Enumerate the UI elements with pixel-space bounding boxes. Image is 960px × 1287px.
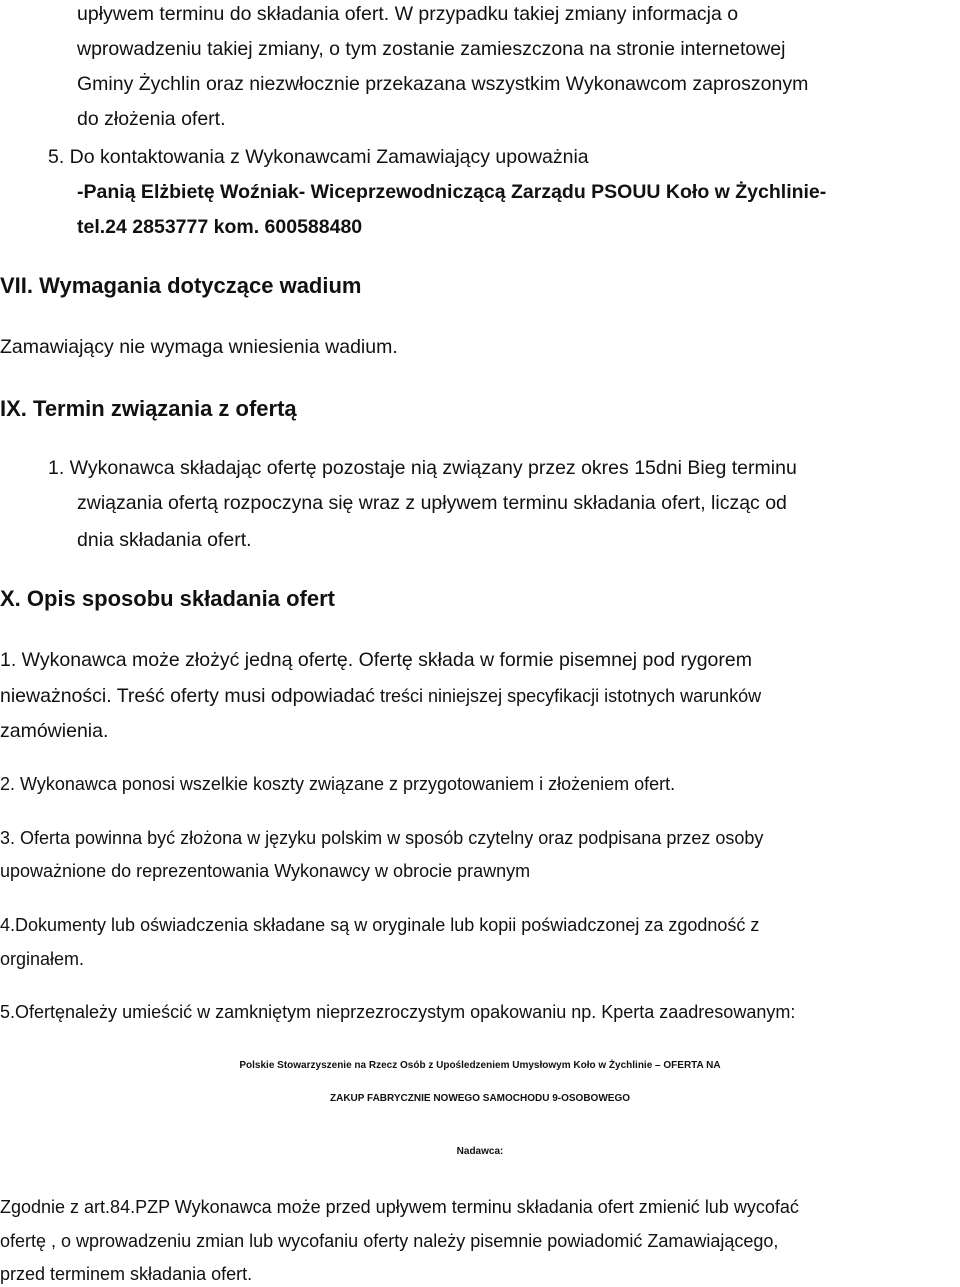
section-x-p1-line-2a: nieważności. Treść oferty musi odpowiadać [0, 685, 376, 707]
item5-contact-phone: tel.24 2853777 kom. 600588480 [77, 216, 363, 238]
section-x-p5: 5.Ofertęnależy umieścić w zamkniętym nieprzezroczystym opakowaniu np. Kperta zaadresowanym: [0, 1002, 796, 1022]
section-x-p1-line-3: zamówienia. [0, 720, 109, 742]
item5-line-1: 5. Do kontaktowania z Wykonawcami Zamawiający upoważnia [48, 146, 589, 168]
intro-line-1: upływem terminu do składania ofert. W przypadku takiej zmiany informacja o [77, 3, 739, 25]
address-line-2: ZAKUP FABRYCZNIE NOWEGO SAMOCHODU 9-OSOBOWEGO [329, 1093, 630, 1104]
section-x-p3-line-2: upoważnione do reprezentowania Wykonawcy w obrocie prawnym [0, 861, 531, 881]
section-vii-text: Zamawiający nie wymaga wniesienia wadium. [0, 336, 398, 358]
section-x-p3-line-1: 3. Oferta powinna być złożona w języku polskim w sposób czytelny oraz podpisana przez osoby [0, 828, 764, 848]
intro-line-2: wprowadzeniu takiej zmiany, o tym zostanie zamieszczona na stronie internetowej [77, 38, 786, 60]
section-x-p4-line-1: 4.Dokumenty lub oświadczenia składane są w oryginale lub kopii poświadczonej za zgodność z [0, 915, 760, 935]
section-x-p2: 2. Wykonawca ponosi wszelkie koszty związane z przygotowaniem i złożeniem ofert. [0, 774, 676, 794]
intro-line-3: Gminy Żychlin oraz niezwłocznie przekazana wszystkim Wykonawcom zaproszonym [77, 73, 809, 95]
section-x-heading: X. Opis sposobu składania ofert [0, 586, 335, 611]
item5-contact-person: -Panią Elżbietę Woźniak- Wiceprzewodniczącą Zarządu PSOUU Koło w Żychlinie- [77, 181, 827, 203]
section-ix-line-3: dnia składania ofert. [77, 529, 252, 551]
section-ix-line-2: związania ofertą rozpoczyna się wraz z upływem terminu składania ofert, licząc od [77, 492, 787, 514]
address-line-1: Polskie Stowarzyszenie na Rzecz Osób z Upośledzeniem Umysłowym Koło w Żychlinie – OFERTA NA [239, 1060, 721, 1071]
section-x-p1-line-1: 1. Wykonawca może złożyć jedną ofertę. Ofertę składa w formie pisemnej pod rygorem [0, 649, 752, 671]
section-x-p4-line-2: orginałem. [0, 949, 85, 969]
section-ix-heading: IX. Termin związania z ofertą [0, 396, 297, 421]
section-x-p1-line-2b: treści niniejszej specyfikacji istotnych warunków [375, 686, 762, 706]
closing-line-1: Zgodnie z art.84.PZP Wykonawca może przed upływem terminu składania ofert zmienić lub wycofać [0, 1197, 799, 1217]
closing-line-3: przed terminem składania ofert. [0, 1264, 253, 1284]
closing-line-2: ofertę , o wprowadzeniu zmian lub wycofaniu oferty należy pisemnie powiadomić Zamawiającego, [0, 1231, 779, 1251]
section-ix-line-1: 1. Wykonawca składając ofertę pozostaje nią związany przez okres 15dni Bieg terminu [48, 457, 797, 479]
section-x-p1-line-2 [0, 684, 761, 708]
section-vii-heading: VII. Wymagania dotyczące wadium [0, 273, 362, 298]
intro-line-4: do złożenia ofert. [77, 108, 226, 130]
sender-label: Nadawca: [456, 1146, 504, 1157]
